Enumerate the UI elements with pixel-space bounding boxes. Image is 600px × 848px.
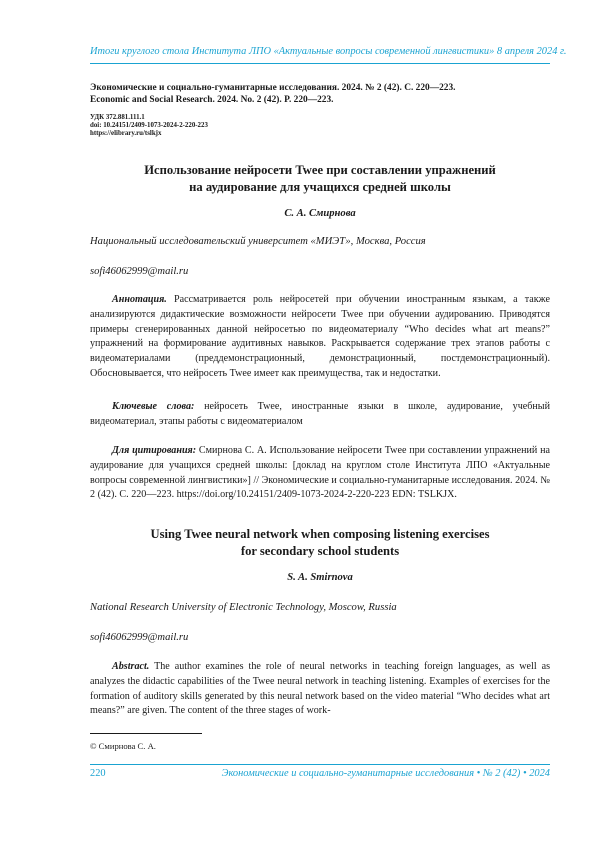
affiliation-en: National Research University of Electronic Technology, Moscow, Russia xyxy=(90,602,397,613)
cite-ru-text: Смирнова С. А. Использование нейросети Twee при составлении упражнений на аудирование для учащихся средней школы: [доклад на круглом столе Института ЛПО «Актуальные вопросы современной лингвистики»] // Экономические и социально-гуманитарные исследования. 2024. № 2 (42). С. 220—223. https://doi.org/10.24151/2409-1073-2024-2-220-223 EDN: TSLKJX. xyxy=(90,445,550,501)
abstract-en-text: The author examines the role of neural networks in teaching foreign languages, as well as analyzes the didactic capabilities of the Twee neural network in teaching listening. Examples of exercises for the formation of auditory skills generated by this neural network based on the video material “Who decides what art means?” are given. The content of the three stages of work- xyxy=(90,661,550,717)
footnote-rule xyxy=(90,733,202,734)
how-to-cite-ru xyxy=(90,444,550,503)
citation-en: Economic and Social Research. 2024. No. 2 (42). P. 220—223. xyxy=(90,95,334,105)
copyright: © Смирнова С. А. xyxy=(90,741,156,751)
citation-ru: Экономические и социально-гуманитарные исследования. 2024. № 2 (42). С. 220—223. xyxy=(90,83,456,93)
author-ru: С. А. Смирнова xyxy=(284,208,356,219)
title-ru-line-1: Использование нейросети Twee при составлении упражнений xyxy=(144,163,496,177)
page-number: 220 xyxy=(90,768,106,779)
doi: doi: 10.24151/2409-1073-2024-2-220-223 xyxy=(90,122,208,129)
abstract-en xyxy=(90,660,550,719)
footer-rule xyxy=(90,764,550,765)
title-en-line-2: for secondary school students xyxy=(240,544,400,558)
abstract-ru-label: Аннотация. xyxy=(112,294,167,305)
page-footer xyxy=(90,768,550,779)
abstract-ru xyxy=(90,293,550,382)
title-en xyxy=(90,526,550,560)
abstract-en-label: Abstract. xyxy=(112,661,150,672)
email-en[interactable]: sofi46062999@mail.ru xyxy=(90,632,189,643)
title-ru-line-2: на аудирование для учащихся средней школы xyxy=(189,180,451,194)
keywords-ru-label: Ключевые слова: xyxy=(112,401,195,412)
running-header: Итоги круглого стола Института ЛПО «Актуальные вопросы современной лингвистики» 8 апреля 2024 г. xyxy=(90,46,567,57)
footer-journal: Экономические и социально-гуманитарные исследования • № 2 (42) • 2024 xyxy=(221,768,550,779)
keywords-ru-text: нейросеть Twee, иностранные языки в школе, аудирование, учебный видеоматериал, этапы работы с видеоматериалом xyxy=(90,401,550,427)
email-ru[interactable]: sofi46062999@mail.ru xyxy=(90,266,189,277)
affiliation-ru: Национальный исследовательский университет «МИЭТ», Москва, Россия xyxy=(90,236,426,247)
cite-ru-label: Для цитирования: xyxy=(112,445,197,456)
title-en-line-1: Using Twee neural network when composing listening exercises xyxy=(150,527,490,541)
udc: УДК 372.881.111.1 xyxy=(90,114,145,121)
title-ru xyxy=(90,162,550,196)
author-en: S. A. Smirnova xyxy=(287,572,353,583)
elibrary-url[interactable]: https://elibrary.ru/tslkjx xyxy=(90,130,162,137)
header-rule xyxy=(90,63,550,64)
abstract-ru-text: Рассматривается роль нейросетей при обучении иностранным языкам, а также анализируются дидактические возможности нейросети Twee при обучении аудированию. Приводятся примеры сгенерированных данной нейросетью по видеоматериалу “Who decides what art means?” упражнений на формирование аудитивных навыков. Раскрывается содержание трех этапов работы с видеоматериалами (преддемонстрационный, демонстрационный, постдемонстрационный). Обосновывается, что нейросеть Twee имеет как преимущества, так и недостатки. xyxy=(90,294,550,379)
keywords-ru xyxy=(90,400,550,430)
